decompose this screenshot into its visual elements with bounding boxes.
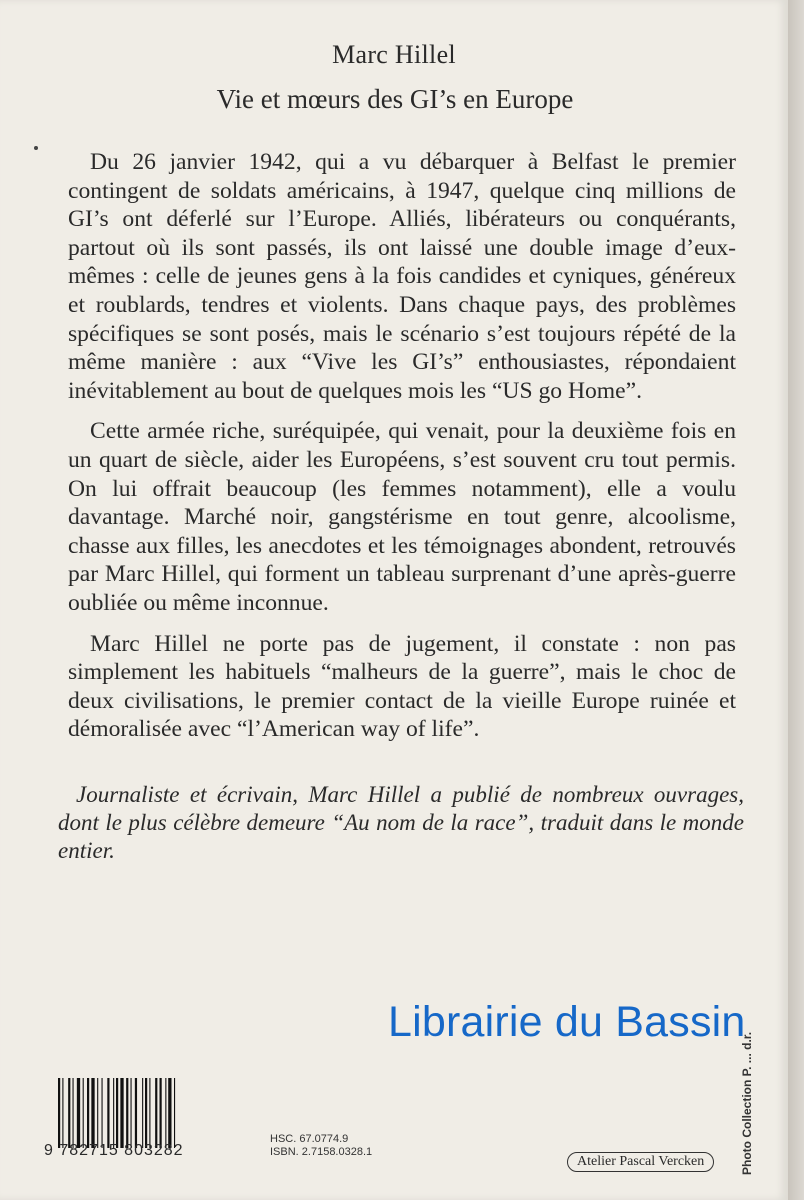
barcode-bar bbox=[83, 1078, 84, 1148]
blurb-paragraph-1: Du 26 janvier 1942, qui a vu débarquer à Belfast le premier contingent de soldats américains, à 1947, quelque cinq millions de GI’s ont déferlé sur l’Europe. Alliés, libérateurs ou conquérants, partout où ils sont passés, ils ont laissé une double image d’eux-mêmes : celle de jeunes gens à la fois candides et cyniques, généreux et roublards, tendres et violents. Dans chaque pays, des problèmes spécifiques se sont posés, mais le scénario s’est toujours répété de la même manière : aux “Vive les GI’s” enthousiastes, répondaient inévitablement au bout de quelques mois les “US go Home”. bbox=[68, 149, 736, 404]
author-name: Marc Hillel bbox=[332, 40, 456, 69]
bookshop-watermark: Librairie du Bassin bbox=[388, 998, 746, 1046]
barcode-bar bbox=[142, 1078, 143, 1148]
isbn-code: ISBN. 2.7158.0328.1 bbox=[270, 1146, 373, 1158]
blurb bbox=[68, 148, 736, 756]
barcode-bar bbox=[165, 1078, 166, 1148]
barcode-bar bbox=[77, 1078, 80, 1148]
barcode-bar bbox=[62, 1078, 63, 1148]
blurb-paragraph-3: Marc Hillel ne porte pas de jugement, il constate : non pas simplement les habituels “malheurs de la guerre”, mais le choc de deux civilisations, le premier contact de la vieille Europe ruinée et démoralisée avec “l’American way of life”. bbox=[68, 630, 736, 743]
barcode-bar bbox=[126, 1078, 128, 1148]
barcode-bar bbox=[131, 1078, 132, 1148]
barcode-bar bbox=[107, 1078, 109, 1148]
book-title: Vie et mœurs des GI’s en Europe bbox=[216, 84, 574, 114]
blurb-paragraph-2: Cette armée riche, suréquipée, qui venait, pour la deuxième fois en un quart de siècle, aider les Européens, s’est souvent cru tout permis. On lui offrait beaucoup (les femmes notamment), elle a voulu davantage. Marché noir, gangstérisme en tout genre, alcoolisme, chasse aux filles, les anecdotes et les témoignages abondent, retrouvés par Marc Hillel, qui forment un tableau surprenant d’une après-guerre oubliée ou même inconnue. bbox=[68, 418, 736, 616]
book-spine-edge bbox=[788, 0, 804, 1200]
barcode-bar bbox=[135, 1078, 137, 1148]
barcode-bar bbox=[97, 1078, 98, 1148]
barcode-bar bbox=[155, 1078, 157, 1148]
barcode-bar bbox=[168, 1078, 171, 1148]
barcode-bar bbox=[113, 1078, 114, 1148]
barcode-bar bbox=[174, 1078, 175, 1148]
barcode-bar bbox=[149, 1078, 150, 1148]
barcode-bar bbox=[120, 1078, 123, 1148]
ink-speck bbox=[34, 146, 38, 150]
barcode-bar bbox=[116, 1078, 118, 1148]
barcode-bar bbox=[87, 1078, 89, 1148]
barcode bbox=[58, 1078, 214, 1148]
barcode-bar bbox=[68, 1078, 70, 1148]
barcode-digits: 9 782715 803282 bbox=[44, 1142, 184, 1159]
hsc-code: HSC. 67.0774.9 bbox=[270, 1133, 349, 1145]
publisher-badge: Atelier Pascal Vercken bbox=[567, 1152, 714, 1172]
barcode-bar bbox=[102, 1078, 103, 1148]
barcode-bar bbox=[160, 1078, 162, 1148]
barcode-bar bbox=[145, 1078, 147, 1148]
barcode-bar bbox=[58, 1078, 60, 1148]
barcode-bar bbox=[73, 1078, 74, 1148]
barcode-bar bbox=[91, 1078, 94, 1148]
product-codes bbox=[270, 1133, 372, 1159]
author-bio: Journaliste et écrivain, Marc Hillel a publié de nombreux ouvrages, dont le plus célèbre demeure “Au nom de la race”, traduit dans le monde entier. bbox=[58, 782, 744, 863]
photo-credit: Photo Collection P. ... d.r. bbox=[740, 1031, 754, 1175]
